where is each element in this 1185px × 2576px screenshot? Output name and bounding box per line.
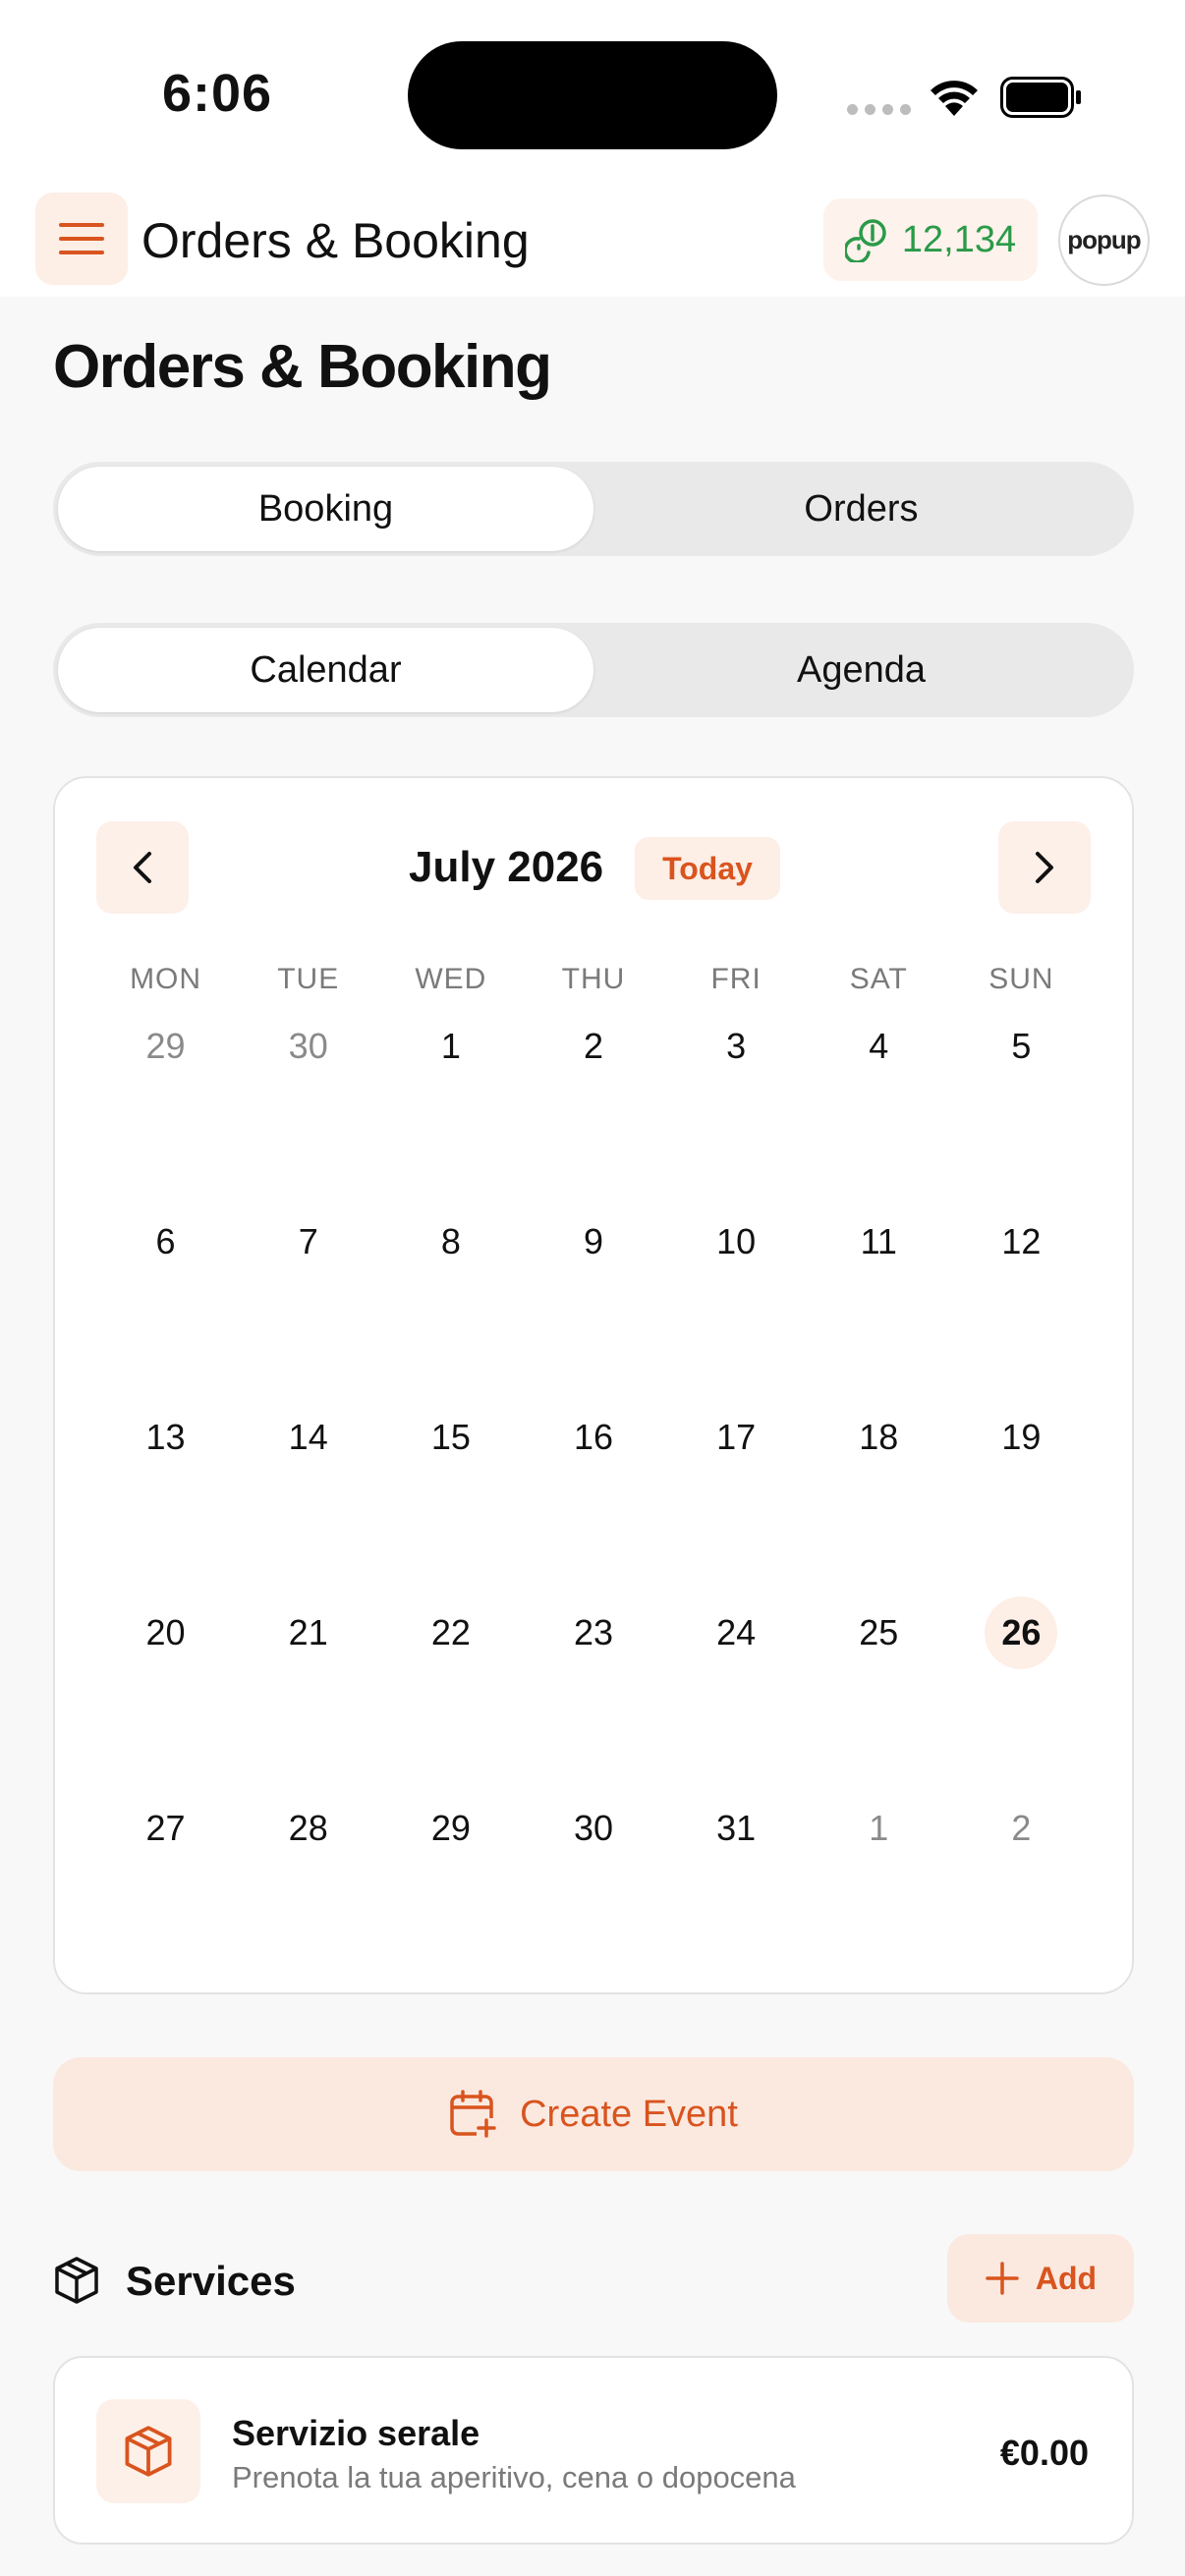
calendar-day[interactable] xyxy=(94,1205,237,1401)
calendar-card xyxy=(53,776,1134,1994)
calendar-day[interactable] xyxy=(665,1205,808,1401)
chevron-right-icon xyxy=(1030,848,1059,887)
calendar-day-number: 3 xyxy=(726,1026,747,1066)
calendar-day-number: 29 xyxy=(430,1808,471,1848)
calendar-day[interactable] xyxy=(237,1205,379,1401)
calendar-day[interactable] xyxy=(950,1205,1093,1401)
services-title: Services xyxy=(126,2258,296,2304)
plus-icon xyxy=(985,2261,1020,2296)
calendar-day-number: 18 xyxy=(859,1417,899,1457)
dynamic-island xyxy=(408,41,777,149)
add-service-button[interactable] xyxy=(947,2234,1134,2323)
calendar-day-number: 16 xyxy=(573,1417,613,1457)
calendar-day-number: 29 xyxy=(145,1026,186,1066)
calendar-day[interactable] xyxy=(379,1792,522,1988)
calendar-day-number: 27 xyxy=(145,1808,186,1848)
menu-button[interactable] xyxy=(35,193,128,285)
calendar-day-number: 11 xyxy=(860,1221,897,1261)
calendar-day-number: 2 xyxy=(1011,1808,1032,1848)
weekday-label: FRI xyxy=(710,963,762,995)
calendar-day-number: 5 xyxy=(1011,1026,1032,1066)
credits-badge[interactable] xyxy=(823,198,1038,281)
calendar-day-number: 13 xyxy=(145,1417,186,1457)
wifi-icon xyxy=(926,77,983,118)
calendar-day-number: 30 xyxy=(573,1808,613,1848)
calendar-day-number: 20 xyxy=(145,1612,186,1652)
weekday-label: SUN xyxy=(988,963,1054,995)
calendar-day[interactable] xyxy=(379,1596,522,1792)
calendar-day-number: 9 xyxy=(583,1221,603,1261)
package-icon xyxy=(53,2256,100,2305)
calendar-day[interactable] xyxy=(808,1792,950,1988)
calendar-day[interactable] xyxy=(237,1596,379,1792)
calendar-day-number: 7 xyxy=(298,1221,318,1261)
calendar-day-number: 8 xyxy=(440,1221,461,1261)
calendar-day-number: 26 xyxy=(985,1596,1057,1669)
calendar-day[interactable] xyxy=(665,1792,808,1988)
month-label: July 2026 xyxy=(409,843,604,891)
services-header xyxy=(53,2234,1134,2323)
calendar-day-number: 31 xyxy=(716,1808,757,1848)
calendar-day-number: 1 xyxy=(869,1808,889,1848)
calendar-day[interactable] xyxy=(808,1596,950,1792)
avatar[interactable] xyxy=(1058,195,1150,286)
calendar-day[interactable] xyxy=(522,1401,664,1596)
calendar-grid xyxy=(55,1010,1132,1988)
weekday-label: TUE xyxy=(277,963,340,995)
header-title: Orders & Booking xyxy=(141,213,530,268)
next-month-button[interactable] xyxy=(998,821,1091,914)
calendar-day-number: 12 xyxy=(1001,1221,1042,1261)
service-package-icon xyxy=(96,2399,200,2503)
calendar-day[interactable] xyxy=(522,1792,664,1988)
weekday-header xyxy=(55,963,1132,996)
tab-calendar[interactable]: Calendar xyxy=(58,628,593,712)
calendar-day[interactable] xyxy=(950,1792,1093,1988)
calendar-day[interactable] xyxy=(665,1596,808,1792)
chevron-left-icon xyxy=(128,848,157,887)
coins-icon xyxy=(845,217,890,262)
service-price: €0.00 xyxy=(999,2433,1089,2473)
weekday-label: SAT xyxy=(849,963,908,995)
today-button[interactable]: Today xyxy=(635,837,780,900)
main-tabs xyxy=(53,462,1134,556)
calendar-day[interactable] xyxy=(950,1401,1093,1596)
battery-icon xyxy=(1000,77,1083,118)
avatar-logo-text: popup xyxy=(1067,225,1141,254)
cellular-signal-icon xyxy=(847,104,911,115)
calendar-day-number: 28 xyxy=(288,1808,328,1848)
weekday-label: THU xyxy=(561,963,626,995)
service-description: Prenota la tua aperitivo, cena o dopocena xyxy=(232,2460,796,2494)
calendar-day[interactable] xyxy=(94,1792,237,1988)
weekday-label: WED xyxy=(415,963,487,995)
calendar-day[interactable] xyxy=(950,1010,1093,1205)
calendar-day[interactable] xyxy=(237,1010,379,1205)
status-bar xyxy=(0,0,1185,187)
calendar-day[interactable] xyxy=(379,1205,522,1401)
calendar-day[interactable] xyxy=(379,1401,522,1596)
calendar-day[interactable] xyxy=(522,1205,664,1401)
calendar-day-number: 6 xyxy=(155,1221,176,1261)
weekday-label: MON xyxy=(130,963,202,995)
calendar-add-icon xyxy=(449,2089,498,2140)
page-title: Orders & Booking xyxy=(53,333,551,401)
calendar-day-number: 4 xyxy=(869,1026,889,1066)
credits-value: 12,134 xyxy=(901,218,1017,260)
calendar-day[interactable] xyxy=(808,1010,950,1205)
calendar-day[interactable] xyxy=(237,1792,379,1988)
calendar-day-number: 14 xyxy=(288,1417,328,1457)
tab-agenda[interactable]: Agenda xyxy=(796,648,926,691)
calendar-day[interactable] xyxy=(379,1010,522,1205)
calendar-day[interactable] xyxy=(808,1401,950,1596)
view-tabs xyxy=(53,623,1134,717)
calendar-day-number: 25 xyxy=(859,1612,899,1652)
calendar-day-number: 22 xyxy=(430,1612,471,1652)
calendar-day-number: 2 xyxy=(583,1026,603,1066)
hamburger-icon xyxy=(57,219,106,258)
calendar-day[interactable] xyxy=(665,1010,808,1205)
tab-orders[interactable]: Orders xyxy=(804,487,919,530)
calendar-day-number: 19 xyxy=(1001,1417,1042,1457)
calendar-day-number: 15 xyxy=(430,1417,471,1457)
create-event-button[interactable] xyxy=(53,2057,1134,2171)
calendar-day[interactable] xyxy=(94,1010,237,1205)
calendar-day-today[interactable] xyxy=(950,1596,1093,1792)
calendar-day[interactable] xyxy=(808,1205,950,1401)
status-time: 6:06 xyxy=(162,64,273,123)
calendar-day-number: 17 xyxy=(716,1417,757,1457)
service-item[interactable] xyxy=(53,2356,1134,2545)
calendar-day[interactable] xyxy=(94,1596,237,1792)
calendar-day-number: 30 xyxy=(288,1026,328,1066)
calendar-day-number: 1 xyxy=(440,1026,461,1066)
calendar-day[interactable] xyxy=(522,1010,664,1205)
tab-booking[interactable]: Booking xyxy=(58,467,593,551)
calendar-day-number: 23 xyxy=(573,1612,613,1652)
prev-month-button[interactable] xyxy=(96,821,189,914)
calendar-day[interactable] xyxy=(522,1596,664,1792)
add-label: Add xyxy=(1035,2260,1098,2296)
calendar-day-number: 10 xyxy=(716,1221,757,1261)
calendar-day-number: 21 xyxy=(288,1612,328,1652)
calendar-day[interactable] xyxy=(237,1401,379,1596)
calendar-day[interactable] xyxy=(665,1401,808,1596)
service-name: Servizio serale xyxy=(232,2413,480,2453)
calendar-day[interactable] xyxy=(94,1401,237,1596)
create-event-label: Create Event xyxy=(520,2093,738,2135)
app-header xyxy=(0,187,1185,297)
calendar-day-number: 24 xyxy=(716,1612,757,1652)
